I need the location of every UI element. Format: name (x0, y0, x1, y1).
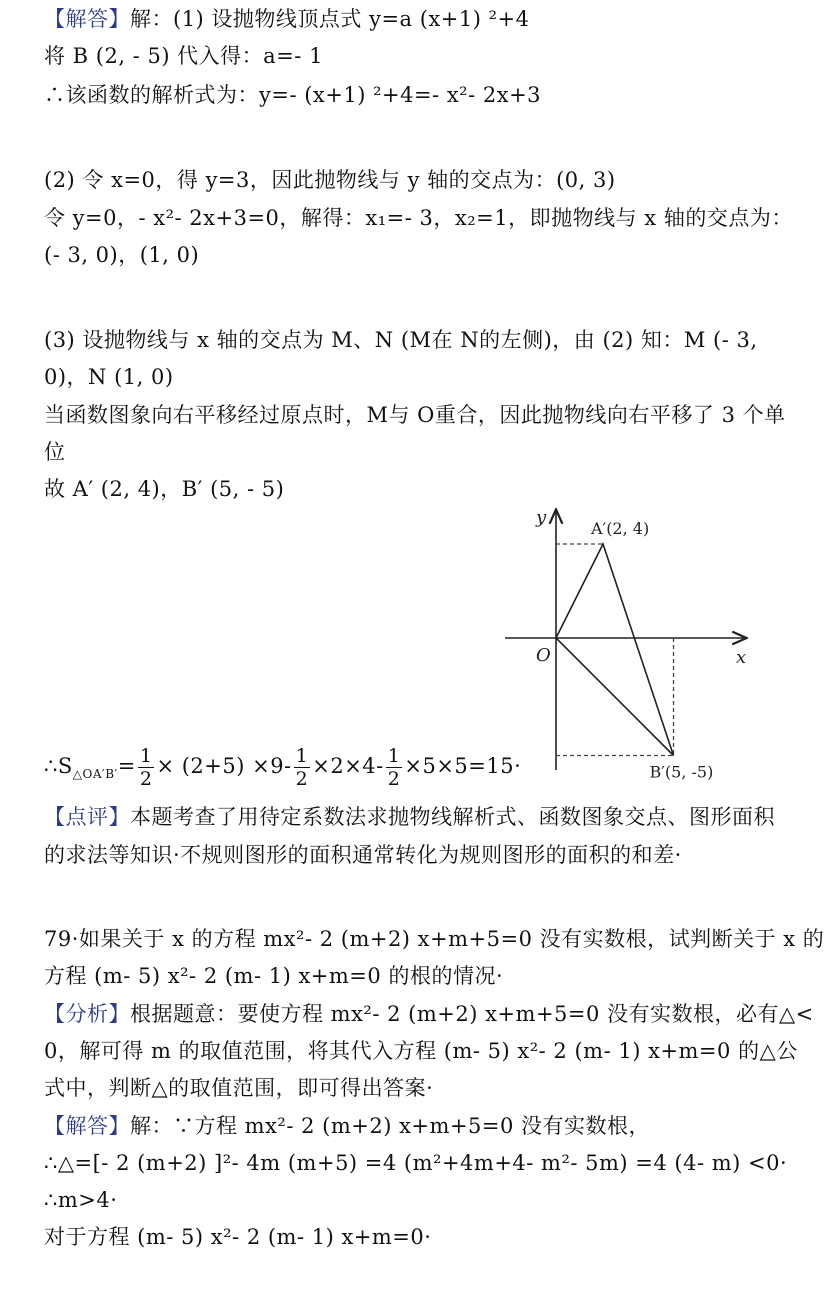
analysis-tag: 【分析】 (44, 1002, 130, 1026)
part3-line5: 故 A′ (2, 4)，B′ (5, - 5) (44, 477, 285, 501)
solution1-line1 (44, 4, 804, 34)
analysis-line1: 【分析】根据题意：要使方程 mx²- 2 (m+2) x+m+5=0 没有实数根，必有△< (44, 1002, 814, 1026)
comment-line2: 的求法等知识·不规则图形的面积通常转化为规则图形的面积的和差· (44, 843, 682, 867)
coordinate-graph (500, 505, 760, 780)
analysis-line2: 0，解可得 m 的取值范围，将其代入方程 (m- 5) x²- 2 (m- 1) x+m=0 的△公 (44, 1039, 798, 1063)
problem79-line1: 79·如果关于 x 的方程 mx²- 2 (m+2) x+m+5=0 没有实数根，试判断关于 x 的 (44, 927, 825, 951)
solution79-line3: ∴m>4· (44, 1188, 118, 1212)
part2-line3: (- 3, 0)，(1, 0) (44, 243, 200, 267)
comment-line1: 【点评】本题考查了用待定系数法求抛物线解析式、函数图象交点、图形面积 (44, 805, 775, 829)
point-a-label: A′(2, 4) (591, 519, 650, 538)
analysis-line3: 式中，判断△的取值范围，即可得出答案· (44, 1076, 434, 1100)
solution79-line1: 【解答】解：∵方程 mx²- 2 (m+2) x+m+5=0 没有实数根， (44, 1114, 651, 1138)
answer-tag-79: 【解答】 (44, 1114, 130, 1138)
solution79-line4: 对于方程 (m- 5) x²- 2 (m- 1) x+m=0· (44, 1225, 432, 1249)
part2-line1: (2) 令 x=0，得 y=3，因此抛物线与 y 轴的交点为：(0, 3) (44, 168, 616, 192)
area-formula: $\therefore S_{\triangle OA'B'}=$ $\frac{1}{2}$ × (2+5) ×9- $\frac{1}{2}$ ×2×4- $\frac{1}{2}$ ×5×5=15· (44, 745, 522, 790)
problem79-line2: 方程 (m- 5) x²- 2 (m- 1) x+m=0 的根的情况· (44, 964, 504, 988)
part3-line4: 位 (44, 440, 66, 464)
answer-tag: 【解答】 (44, 7, 130, 31)
solution1-line3: ∴该函数的解析式为：y=- (x+1) ²+4=- x²- 2x+3 (44, 83, 542, 107)
part2-line2: 令 y=0，- x²- 2x+3=0，解得：x₁=- 3，x₂=1，即抛物线与 x 轴的交点为： (44, 206, 793, 230)
solution1-text1: 解：(1) 设抛物线顶点式 y=a (x+1) ²+4 (130, 7, 530, 31)
x-axis-label: x (736, 647, 747, 668)
part3-line1: (3) 设抛物线与 x 轴的交点为 M、N (M在 N的左侧)，由 (2) 知：M (- 3, (44, 328, 758, 352)
solution1-line2: 将 B (2, - 5) 代入得：a=- 1 (44, 44, 323, 68)
solution79-line2: ∴△=[- 2 (m+2) ]²- 4m (m+5) =4 (m²+4m+4- m²- 5m) =4 (4- m) <0· (44, 1151, 788, 1175)
origin-label: O (536, 645, 551, 666)
comment-tag: 【点评】 (44, 805, 130, 829)
triangle-oab (556, 544, 674, 756)
part3-line2: 0)，N (1, 0) (44, 365, 174, 389)
part3-line3: 当函数图象向右平移经过原点时，M与 O重合，因此抛物线向右平移了 3 个单 (44, 403, 786, 427)
point-b-label: B′(5, -5) (649, 762, 714, 780)
y-axis-label: y (536, 507, 547, 528)
